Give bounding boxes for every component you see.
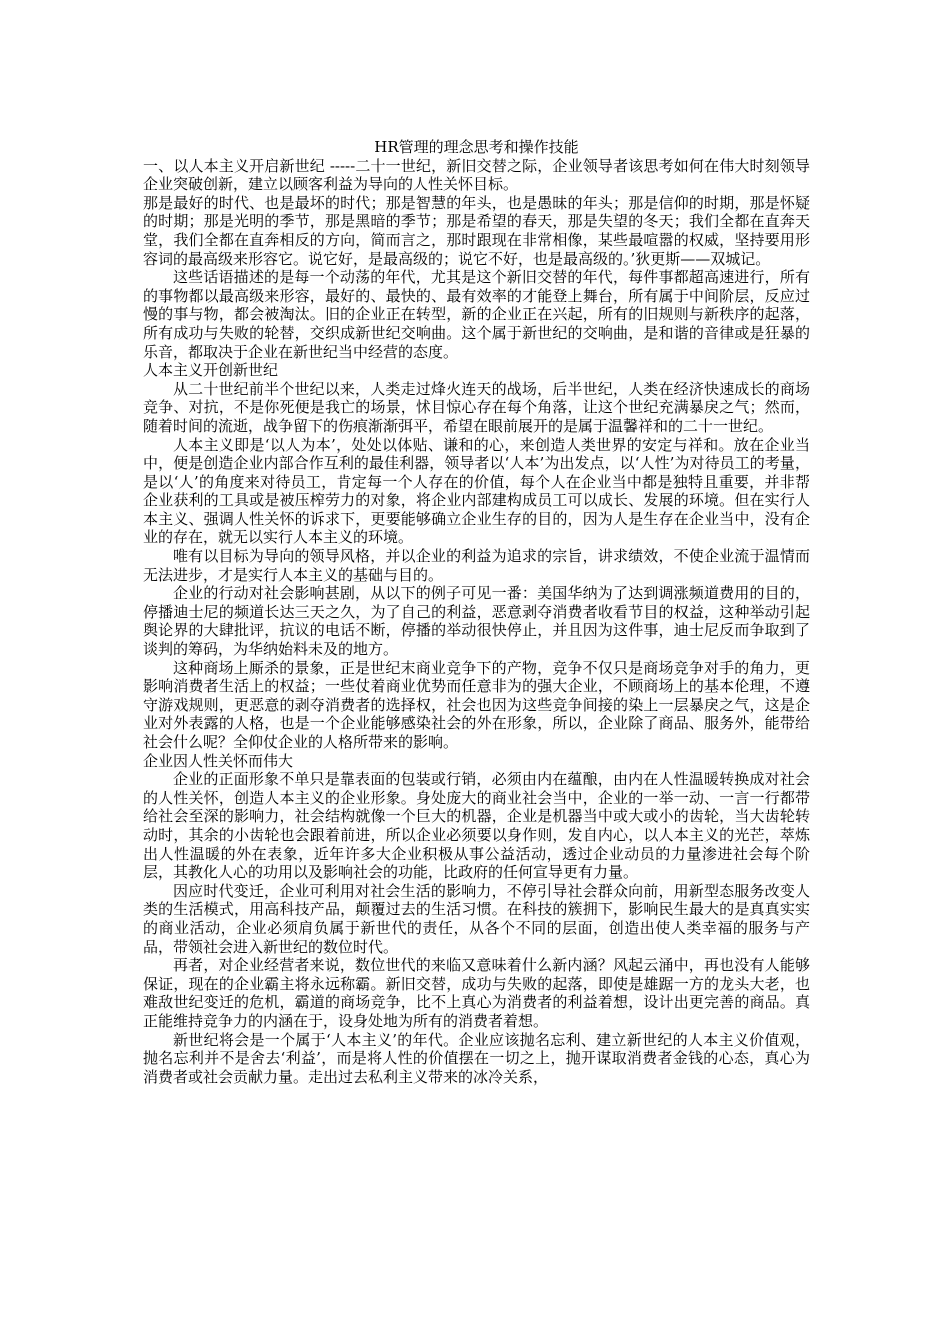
section-heading: 企业因人性关怀而伟大 (143, 751, 294, 770)
paragraph-dickens-quote: 那是最好的时代、也是最坏的时代；那是智慧的年头，也是愚昧的年头；那是信仰的时期，那是怀疑的时期；那是光明的季节，那是黑暗的季节；那是希望的春天，那是失望的冬天；我们全都在直奔天堂，我们全都在直奔相反的方向，简而言之，那时跟现在非常相像，某些最喧嚣的权威，坚持要用形容词的最高级来形容它。说它好，是最高级的；说它不好，也是最高级的。’狄更斯——双城记。 (143, 193, 810, 268)
paragraph: 再者，对企业经营者来说，数位世代的来临又意味着什么新内涵？风起云涌中，再也没有人能够保证，现在的企业霸主将永远称霸。新旧交替，成功与失败的起落，即使是雄踞一方的龙头大老，也难敌世纪变迁的危机，霸道的商场竞争，比不上真心为消费者的利益着想，设计出更完善的商品。真正能维持竞争力的内涵在于，设身处地为所有的消费者着想。 (143, 956, 810, 1030)
paragraph: 人本主义即是‘以人为本’，处处以体贴、谦和的心，来创造人类世界的安定与祥和。放在企业当中，便是创造企业内部合作互利的最佳利器，领导者以‘人本’为出发点，以‘人性’为对待员工的考量，是以‘人’的角度来对待员工，肯定每一个人存在的价值，每个人在企业当中都是独特且重要，并非帮企业获利的工具或是被压榨劳力的对象，将企业内部建构成员工可以成长、发展的环境。但在实行人本主义、强调人性关怀的诉求下，更要能够确立企业生存的目的，因为人是生存在企业当中，没有企业的存在，就无以实行人本主义的环境。 (143, 435, 810, 547)
paragraph: 因应时代变迁，企业可利用对社会生活的影响力，不停引导社会群众向前，用新型态服务改变人类的生活模式，用高科技产品，颠覆过去的生活习惯。在科技的簇拥下，影响民生最大的是真真实实的商业活动，企业必须肩负属于新世代的责任，从各个不同的层面，创造出使人类幸福的服务与产品，带领社会进入新世纪的数位时代。 (143, 881, 810, 956)
paragraph: 企业的行动对社会影响甚剧，从以下的例子可见一番：美国华纳为了达到调涨频道费用的目的，停播迪士尼的频道长达三天之久，为了自己的利益，恶意剥夺消费者收看节目的权益，这种举动引起舆论界的大肆批评，抗议的电话不断，停播的举动很快停止，并且因为这件事，迪士尼反而争取到了谈判的筹码，为华纳始料未及的地方。 (143, 584, 810, 659)
paragraph: 企业的正面形象不单只是靠表面的包装或行销，必须由内在蕴酿，由内在人性温暖转换成对社会的人性关怀，创造人本主义的企业形象。身处庞大的商业社会当中，企业的一举一动、一言一行都带给社会至深的影响力，社会结构就像一个巨大的机器，企业是机器当中或大或小的齿轮，当大齿轮转动时，其余的小齿轮也会跟着前进，所以企业必须要以身作则，发自内心，以人本主义的光芒，萃炼出人性温暖的外在表象，近年许多大企业积极从事公益活动，透过企业动员的力量渗进社会每个阶层，其教化人心的功用以及影响社会的功能，比政府的任何宣导更有力量。 (143, 770, 810, 882)
document-page (143, 138, 810, 1086)
paragraph: 这些话语描述的是每一个动荡的年代，尤其是这个新旧交替的年代，每件事都超高速进行，所有的事物都以最高级来形容，最好的、最快的、最有效率的才能登上舞台，所有属于中间阶层，反应过慢的事与物，都会被淘汰。旧的企业正在转型，新的企业正在兴起，所有的旧规则与新秩序的起落，所有成功与失败的轮替，交织成新世纪交响曲。这个属于新世纪的交响曲，是和谐的音律或是狂暴的乐音，都取决于企业在新世纪当中经营的态度。 (143, 268, 810, 361)
paragraph: 新世纪将会是一个属于‘人本主义’的年代。企业应该抛名忘利、建立新世纪的人本主义价值观，抛名忘利并不是舍去‘利益’，而是将人性的价值摆在一切之上，抛开谋取消费者金钱的心态，真心为消费者或社会贡献力量。走出过去私利主义带来的冰冷关系， (143, 1030, 810, 1086)
paragraph: 从二十世纪前半个世纪以来，人类走过烽火连天的战场，后半世纪，人类在经济快速成长的商场竞争、对抗，不是你死便是我亡的场景，怵目惊心存在每个角落，让这个世纪充满暴戾之气；然而，随着时间的流逝，战争留下的伤痕渐渐弭平，希望在眼前展开的是属于温馨祥和的二十一世纪。 (143, 379, 810, 435)
paragraph: 这种商场上厮杀的景象，正是世纪末商业竞争下的产物，竞争不仅只是商场竞争对手的角力，更影响消费者生活上的权益；一些仗着商业优势而任意非为的强大企业，不顾商场上的基本伦理，不遵守游戏规则，更恶意的剥夺消费者的选择权，社会也因为这些竞争间接的染上一层暴戾之气，这是企业对外表露的人格，也是一个企业能够感染社会的外在形象，所以，企业除了商品、服务外，能带给社会什么呢？全仰仗企业的人格所带来的影响。 (143, 658, 810, 751)
paragraph: 唯有以目标为导向的领导风格，并以企业的利益为追求的宗旨，讲求绩效，不使企业流于温情而无法进步，才是实行人本主义的基础与目的。 (143, 547, 810, 584)
section-heading-intro: 一、以人本主义开启新世纪 -----二十一世纪，新旧交替之际，企业领导者该思考如何在伟大时刻领导企业突破创新，建立以顾客利益为导向的人性关怀目标。 (143, 156, 810, 194)
document-body (143, 157, 810, 1087)
section-heading: 人本主义开创新世纪 (143, 361, 279, 380)
document-title: HR管理的理念思考和操作技能 (374, 138, 579, 156)
